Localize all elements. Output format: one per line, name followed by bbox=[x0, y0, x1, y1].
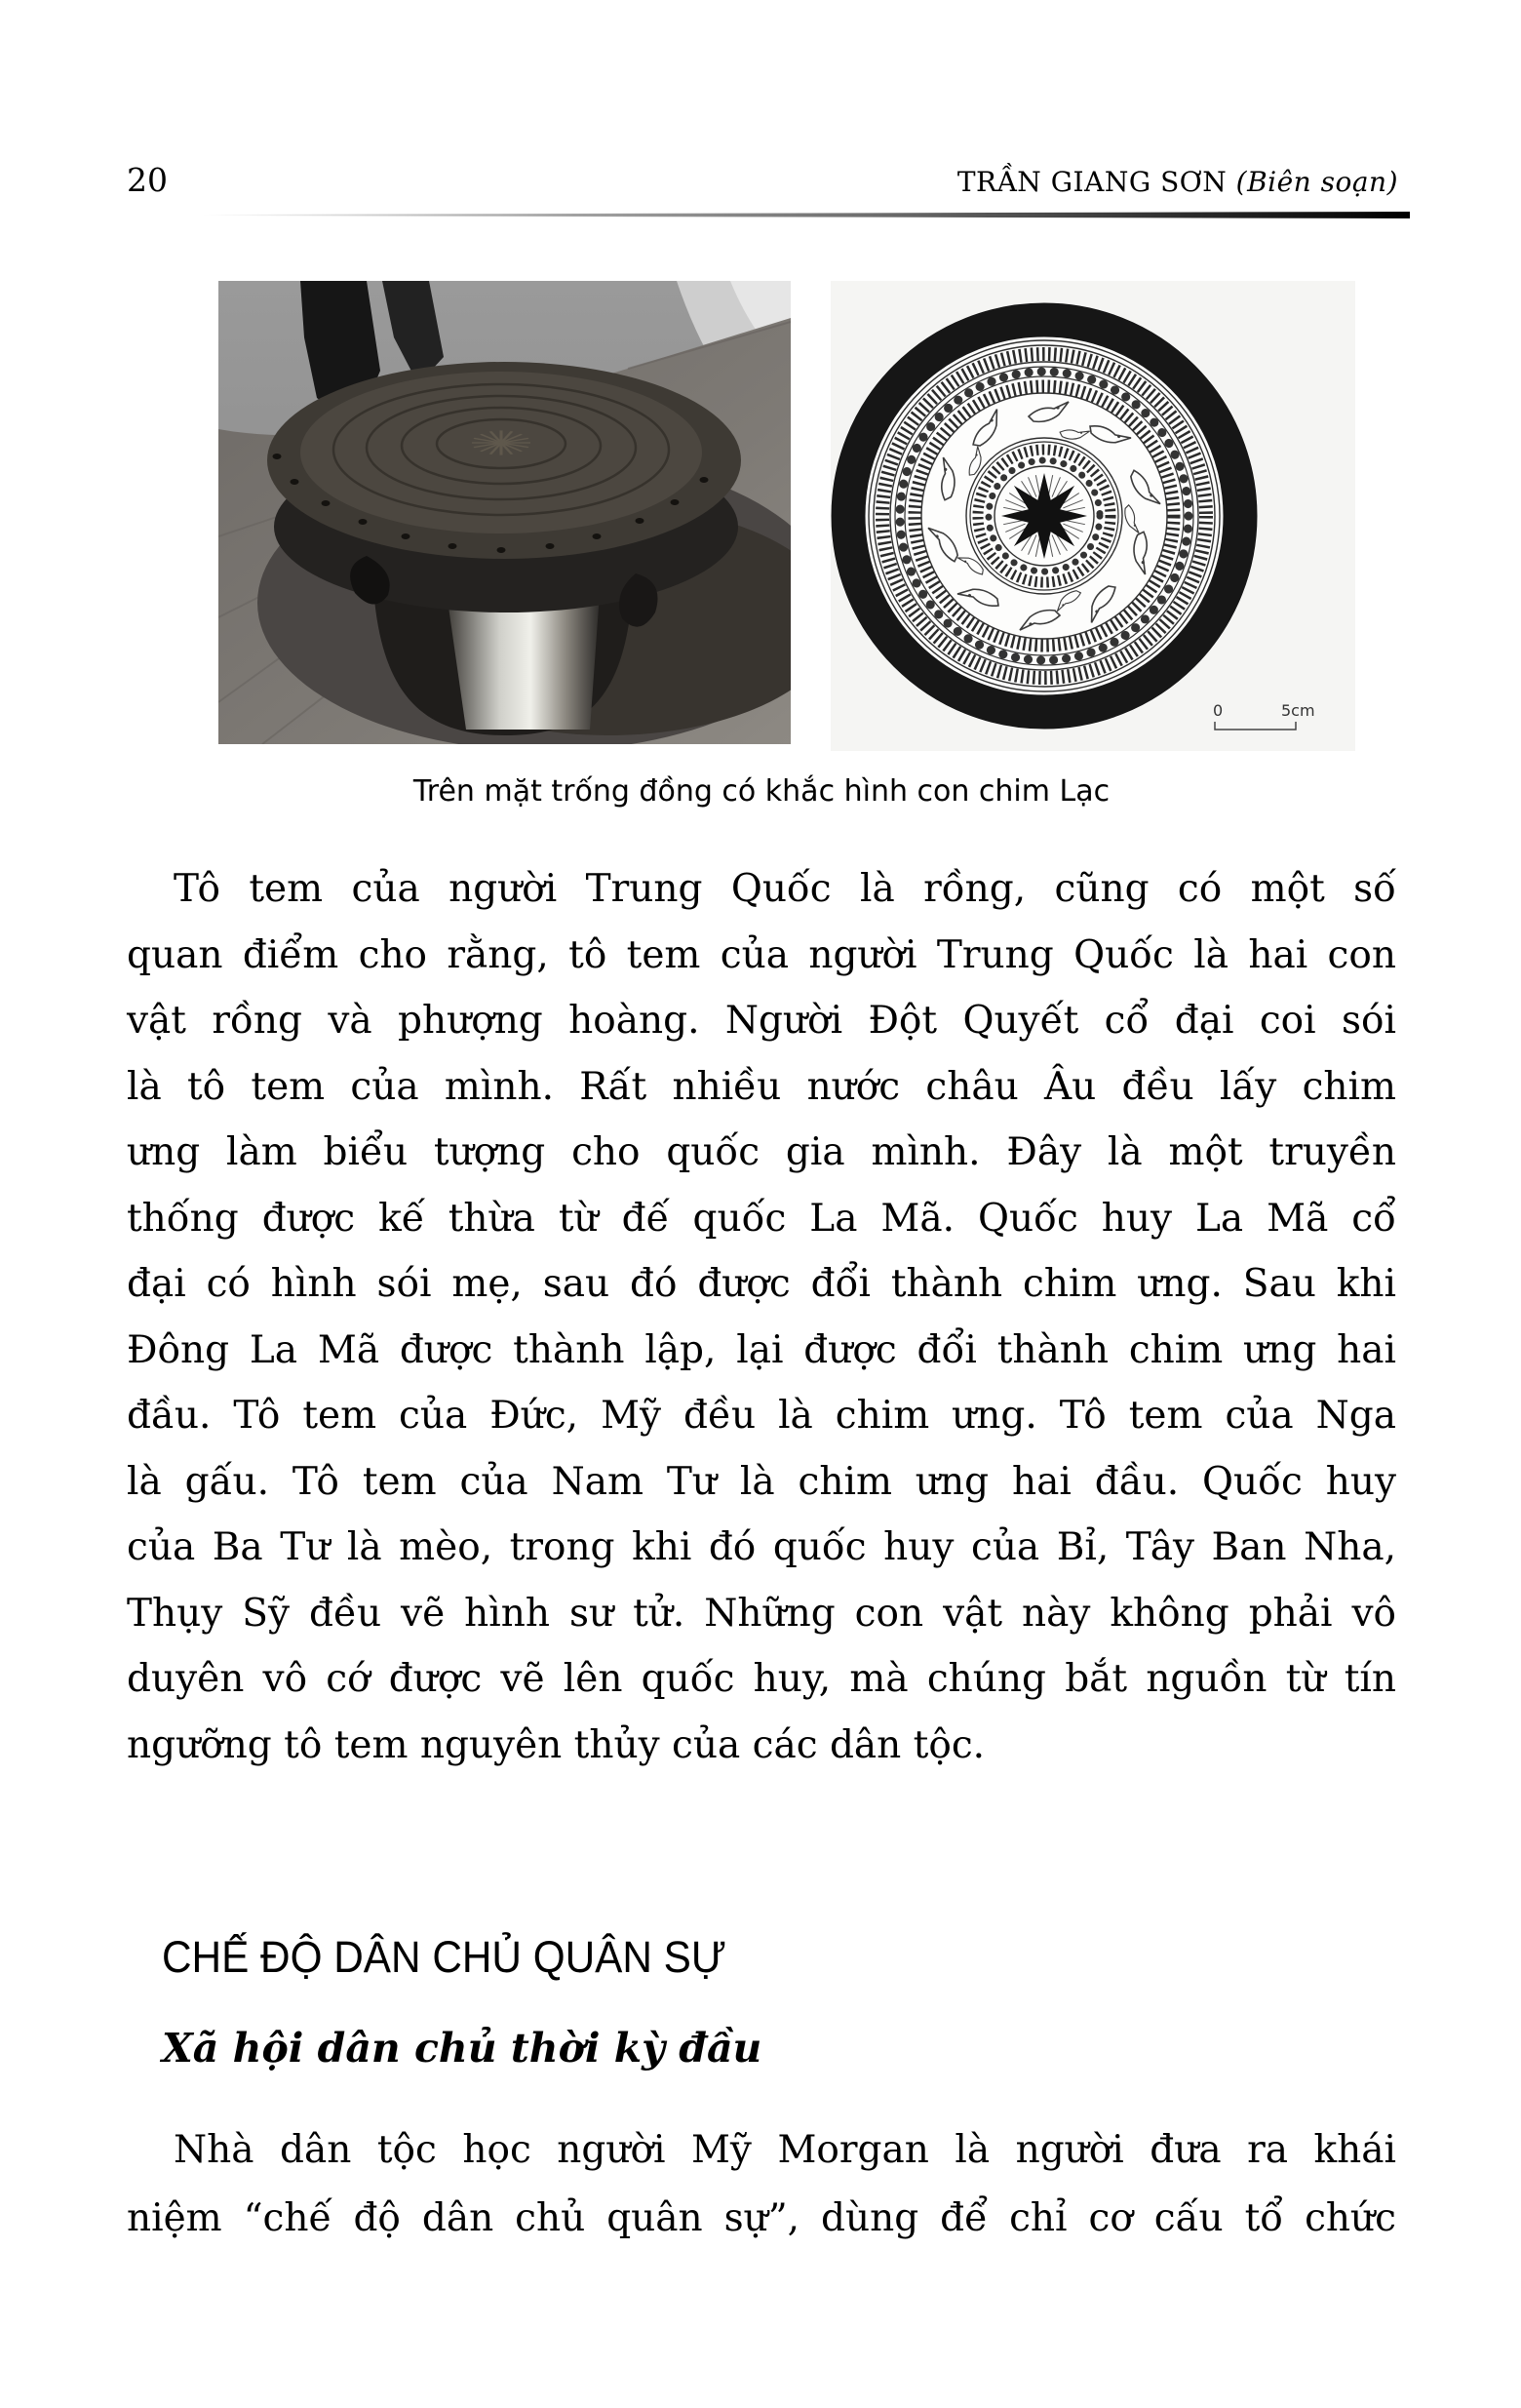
text-line: vật rồng và phượng hoàng. Người Đột Quyết cổ đại coi sói bbox=[127, 999, 1396, 1043]
drawing-drum-face bbox=[831, 302, 1258, 730]
scale-zero-label: 0 bbox=[1213, 701, 1224, 720]
text-line: đầu. Tô tem của Đức, Mỹ đều là chim ưng. Tô tem của Nga bbox=[127, 1394, 1396, 1438]
header-author-role: (Biên soạn) bbox=[1235, 166, 1398, 198]
header-author bbox=[956, 166, 1398, 198]
text-line: Đông La Mã được thành lập, lại được đổi thành chim ưng hai bbox=[127, 1327, 1396, 1372]
central-star bbox=[1001, 473, 1087, 559]
drum-face-drawing bbox=[831, 281, 1355, 751]
section-heading: CHẾ ĐỘ DÂN CHỦ QUÂN SỰ bbox=[162, 1932, 727, 1982]
subsection-heading: Xã hội dân chủ thời kỳ đầu bbox=[162, 2025, 762, 2072]
scale-length-label: 5cm bbox=[1281, 701, 1315, 720]
header-author-name: TRẦN GIANG SƠN bbox=[956, 166, 1228, 198]
bronze-drum-photo bbox=[218, 281, 791, 744]
figure-row bbox=[218, 281, 1355, 751]
body-paragraph-morgan bbox=[127, 2116, 1396, 2253]
text-line: là tô tem của mình. Rất nhiều nước châu Âu đều lấy chim bbox=[127, 1064, 1396, 1109]
text-line: đại có hình sói mẹ, sau đó được đổi thành chim ưng. Sau khi bbox=[127, 1262, 1396, 1306]
text-line: của Ba Tư là mèo, trong khi đó quốc huy của Bỉ, Tây Ban Nha, bbox=[127, 1525, 1396, 1569]
text-line: Nhà dân tộc học người Mỹ Morgan là người đưa ra khái bbox=[174, 2128, 1396, 2172]
text-line: Tô tem của người Trung Quốc là rồng, cũng có một số bbox=[174, 867, 1396, 911]
text-line: niệm “chế độ dân chủ quân sự”, dùng để chỉ cơ cấu tổ chức bbox=[127, 2196, 1396, 2240]
figure-caption: Trên mặt trống đồng có khắc hình con chim Lạc bbox=[412, 774, 1111, 809]
header-rule bbox=[203, 212, 1410, 218]
page-number: 20 bbox=[127, 161, 168, 199]
text-line: duyên vô cớ được vẽ lên quốc huy, mà chúng bắt nguồn từ tín bbox=[127, 1657, 1396, 1701]
text-line: thống được kế thừa từ đế quốc La Mã. Quốc huy La Mã cổ bbox=[127, 1196, 1396, 1241]
text-line: là gấu. Tô tem của Nam Tư là chim ưng hai đầu. Quốc huy bbox=[127, 1459, 1396, 1504]
text-line: ưng làm biểu tượng cho quốc gia mình. Đây là một truyền bbox=[127, 1130, 1396, 1174]
text-line: Thụy Sỹ đều vẽ hình sư tử. Những con vật này không phải vô bbox=[127, 1591, 1396, 1636]
body-paragraph-totem bbox=[127, 856, 1396, 1778]
text-line: ngưỡng tô tem nguyên thủy của các dân tộc. bbox=[127, 1722, 986, 1767]
page-header bbox=[127, 161, 1398, 199]
text-line: quan điểm cho rằng, tô tem của người Trung Quốc là hai con bbox=[127, 932, 1396, 977]
